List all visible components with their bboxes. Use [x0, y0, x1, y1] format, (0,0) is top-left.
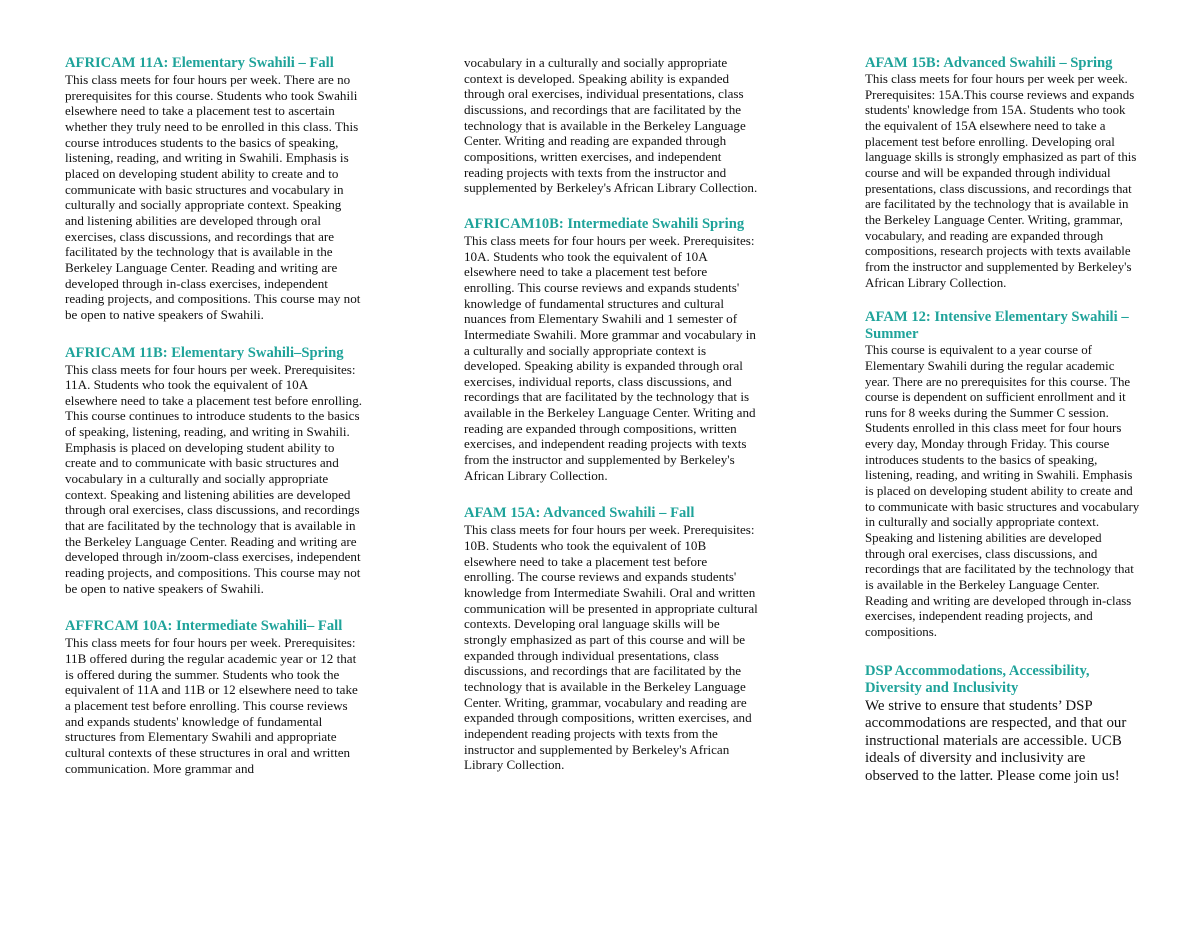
course-affrcam-10a-continued: [464, 55, 760, 196]
course-africam-11b: [65, 345, 363, 597]
course-affrcam-10a: [65, 618, 363, 776]
section-body: This class meets for four hours per week. There are no prerequisites for this course. Students who took Swahili elsewhere need to take a placement test to ascertain whether they truly need to be enrolled in this class. This course introduces students to the basics of speaking, listening, reading, and writing in Swahili. Emphasis is placed on developing student ability to create and to communicate with basic structures and vocabulary in culturally and socially appropriate context. Speaking and listening abilities are developed through oral exercises, class discussions, and recordings that are facilitated by the technology that is available in the Berkeley Language Center. Reading and writing are developed through in-class exercises, independent reading projects, and compositions. This course may not be open to native speakers of Swahili.: [65, 72, 361, 322]
course-afam-12: [865, 309, 1140, 640]
section-body: This class meets for four hours per week. Prerequisites: 11B offered during the regular academic year or 12 that is offered during the summer. Students who took the equivalent of 11A and 11B or 12 elsewhere need to take a placement test before enrolling. This course reviews and expands students' knowledge of fundamental structures from Elementary Swahili and appropriate cultural contexts of these structures in oral and written communication. More grammar and: [65, 635, 358, 776]
section-body: vocabulary in a culturally and socially appropriate context is developed. Speaking ability is expanded through oral exercises, individual presentations, class discussions, and recordings that are facilitated by the technology that is available in the Berkeley Language Center. Writing and reading are expanded through compositions, written exercises, and independent reading projects with texts from the instructor and supplemented by Berkeley's African Library Collection.: [464, 55, 758, 196]
course-africam-11a: [65, 55, 363, 323]
section-body: This class meets for four hours per week. Prerequisites: 11A. Students who took the equivalent of 10A elsewhere need to take a placement test before enrolling. This course continues to introduce students to the basics of speaking, listening, reading, and writing in Swahili. Emphasis is placed on developing student ability to create and to communicate with basic structures and vocabulary in a culturally and socially appropriate context. Speaking and listening abilities are developed through oral exercises, class discussions, and recordings that are facilitated by the technology that is available in the Berkeley Language Center. Reading and writing are developed through in/zoom-class exercises, independent reading projects, and compositions. This course may not be open to native speakers of Swahili.: [65, 361, 363, 596]
section-heading: AFRICAM 11A: Elementary Swahili – Fall: [65, 55, 334, 71]
course-afam-15a: [464, 505, 760, 773]
dsp-accommodations: [865, 663, 1140, 786]
section-heading: DSP Accommodations, Accessibility, Diversity and Inclusivity: [865, 662, 1090, 696]
section-heading: AFAM 15B: Advanced Swahili – Spring: [865, 55, 1113, 71]
course-afam-15b: [865, 55, 1140, 291]
column-left: [65, 55, 363, 798]
section-heading: AFRICAM10B: Intermediate Swahili Spring: [464, 215, 745, 232]
section-body: We strive to ensure that students’ DSP accommodations are respected, and that our instructional materials are accessible. UCB ideals of diversity and inclusivity are observed to the latter. Please come join us!: [865, 697, 1127, 785]
section-body: This class meets for four hours per week. Prerequisites: 10A. Students who took the equivalent of 10A elsewhere need to take a placement test before enrolling. This course reviews and expands students' knowledge of fundamental structures and cultural nuances from Elementary Swahili and 1 semester of Intermediate Swahili. More grammar and vocabulary in a culturally and socially appropriate context is developed. Speaking ability is expanded through oral exercises, individual reports, class discussions, and recordings that are facilitated by the technology that is available in the Berkeley Language Center. Writing and reading are expanded through compositions, written exercises, and independent reading projects with texts from the instructor and supplemented by Berkeley's African Library Collection.: [464, 232, 756, 483]
section-body: This course is equivalent to a year course of Elementary Swahili during the regular academic year. There are no prerequisites for this course. The course is dependent on sufficient enrollment and it runs for 8 weeks during the Summer C session. Students enrolled in this class meet for four hours every day, Monday through Friday. This course introduces students to the basics of speaking, listening, reading, and writing in Swahili. Emphasis is placed on developing student ability to create and to communicate with basic structures and vocabulary in culturally and socially appropriate context. Speaking and listening abilities are developed through oral exercises, class discussions, and recordings that are facilitated by the technology that is available in the Berkeley Language Center. Reading and writing are developed through in-class exercises, independent reading projects, and compositions.: [865, 343, 1140, 639]
section-body: This class meets for four hours per week per week. Prerequisites: 15A.This course reviews and expands students' knowledge from 15A. Students who took the equivalent of 15A elsewhere need to take a placement test before enrolling. Developing oral language skills is strongly emphasized as part of this course and will be expanded through individual presentations, class discussions, and recordings that are facilitated by the technology that is available in the Berkeley Language Center. Writing, grammar, vocabulary, and reading are expanded through compositions, research projects with texts available from the instructor and supplemented by Berkeley's African Library Collection.: [865, 72, 1137, 290]
section-body: This class meets for four hours per week. Prerequisites: 10B. Students who took the equivalent of 10B elsewhere need to take a placement test before enrolling. The course reviews and expands students' knowledge from Intermediate Swahili. Oral and written communication will be presented in appropriate cultural contexts. Developing oral language skills will be strongly emphasized as part of this course and will be expanded through individual presentations, class discussions, and recordings that are facilitated by the technology that is available in the Berkeley Language Center. Writing, grammar, vocabulary and reading are expanded through compositions, written exercises, and independent reading projects with texts from the instructor and supplemented by Berkeley's African Library Collection.: [464, 522, 758, 773]
column-middle: [464, 55, 760, 795]
section-heading: AFRICAM 11B: Elementary Swahili–Spring: [65, 344, 344, 361]
section-heading: AFAM 15A: Advanced Swahili – Fall: [464, 505, 695, 522]
section-heading: AFAM 12: Intensive Elementary Swahili – Summer: [865, 309, 1129, 343]
column-right: [865, 55, 1140, 808]
section-heading: AFFRCAM 10A: Intermediate Swahili– Fall: [65, 618, 343, 635]
course-africam-10b: [464, 216, 760, 484]
